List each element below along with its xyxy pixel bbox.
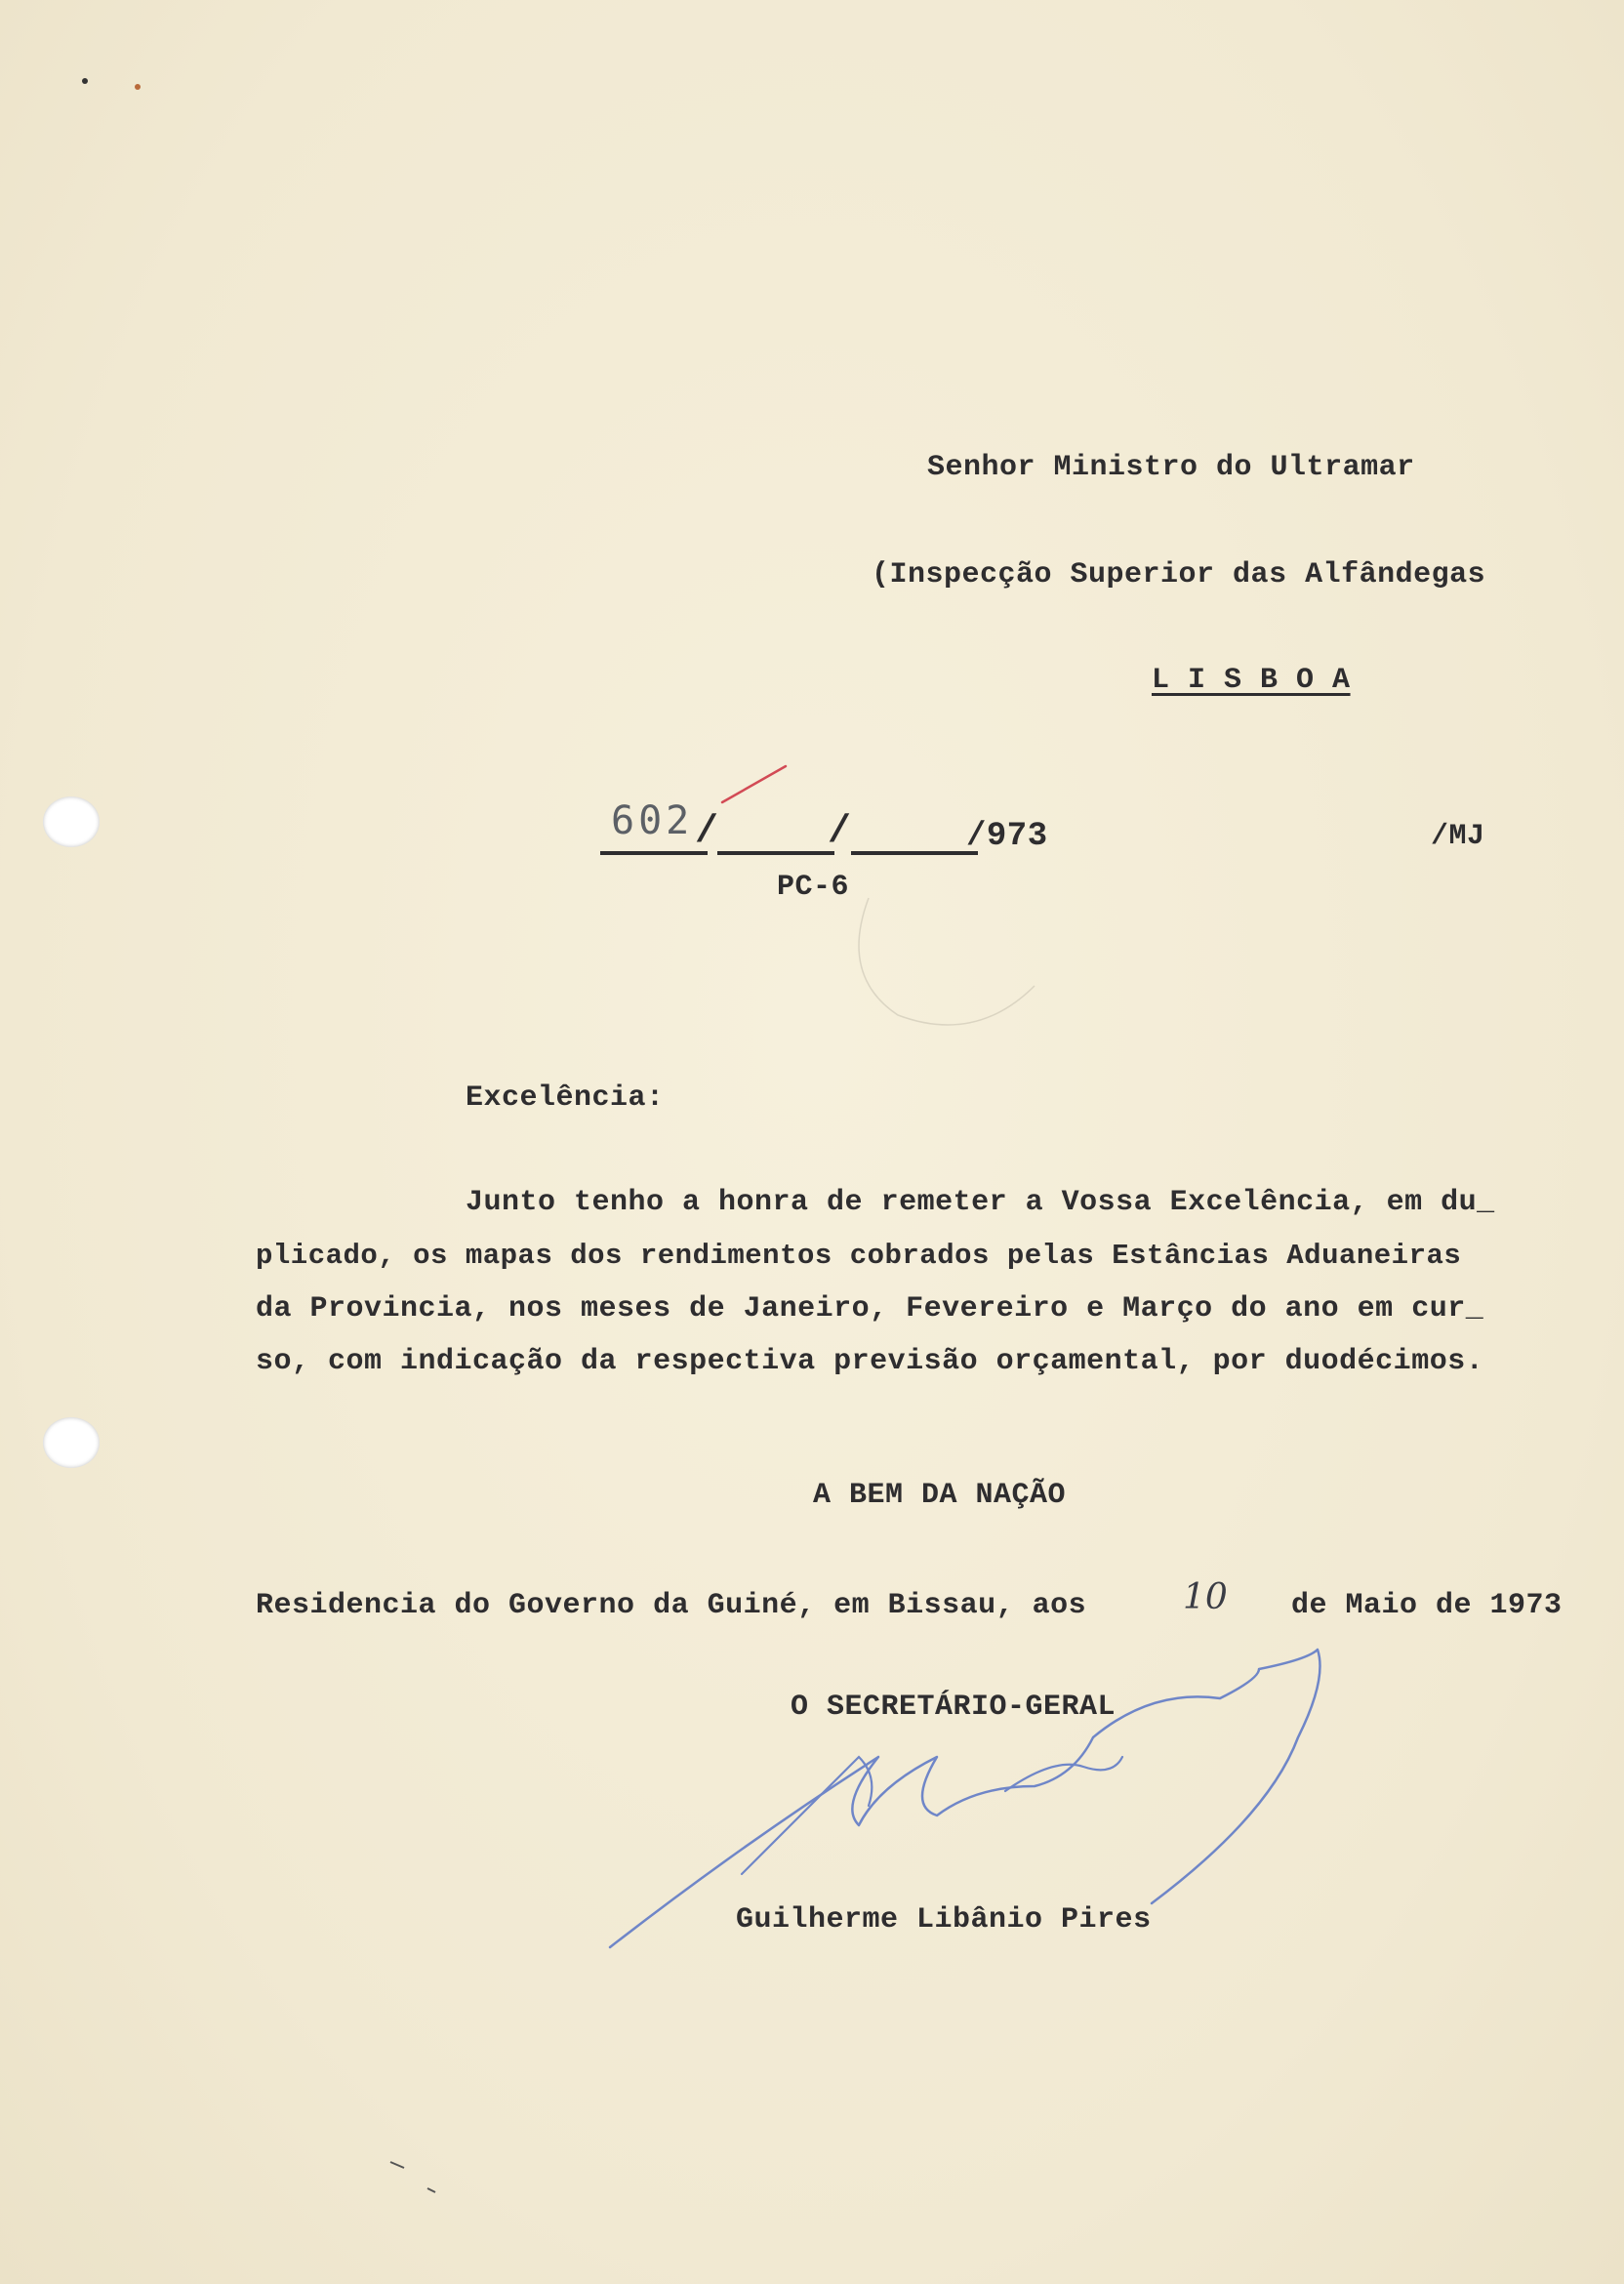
body-line-4: so, com indicação da respectiva previsão orçamental, por duodécimos.	[256, 1345, 1484, 1378]
signature	[610, 1650, 1320, 1947]
body-line-3: da Provincia, nos meses de Janeiro, Fevereiro e Março do ano em cur_	[256, 1292, 1484, 1326]
place-date-suffix: de Maio de 1973	[1291, 1589, 1563, 1622]
check-mark	[722, 766, 786, 802]
closing-formula: A BEM DA NAÇÃO	[813, 1479, 1067, 1512]
speck-mark	[390, 2162, 404, 2168]
reference-section: PC-6	[777, 871, 850, 904]
place-date-prefix: Residencia do Governo da Guiné, em Bissau, aos	[256, 1589, 1087, 1622]
body-line-2: plicado, os mapas dos rendimentos cobrados pelas Estâncias Aduaneiras	[256, 1240, 1462, 1272]
reference-number: 602	[611, 798, 694, 843]
signatory-name: Guilherme Libânio Pires	[736, 1903, 1152, 1937]
pencil-arc	[859, 898, 1035, 1025]
reference-year: /973	[966, 818, 1048, 855]
date-day-handwritten: 10	[1183, 1577, 1228, 1617]
reference-slash: /	[828, 810, 852, 854]
addressee-line2: (Inspecção Superior das Alfândegas	[872, 558, 1486, 591]
body-line-1: Junto tenho a honra de remeter a Vossa Excelência, em du_	[466, 1186, 1495, 1219]
speck-mark	[427, 2188, 435, 2192]
reference-initials: /MJ	[1431, 820, 1485, 853]
addressee-line1: Senhor Ministro do Ultramar	[927, 451, 1415, 484]
addressee-city: L I S B O A	[1152, 664, 1351, 697]
reference-slash: /	[695, 810, 719, 854]
salutation: Excelência:	[466, 1081, 665, 1115]
signatory-title: O SECRETÁRIO-GERAL	[791, 1691, 1116, 1724]
